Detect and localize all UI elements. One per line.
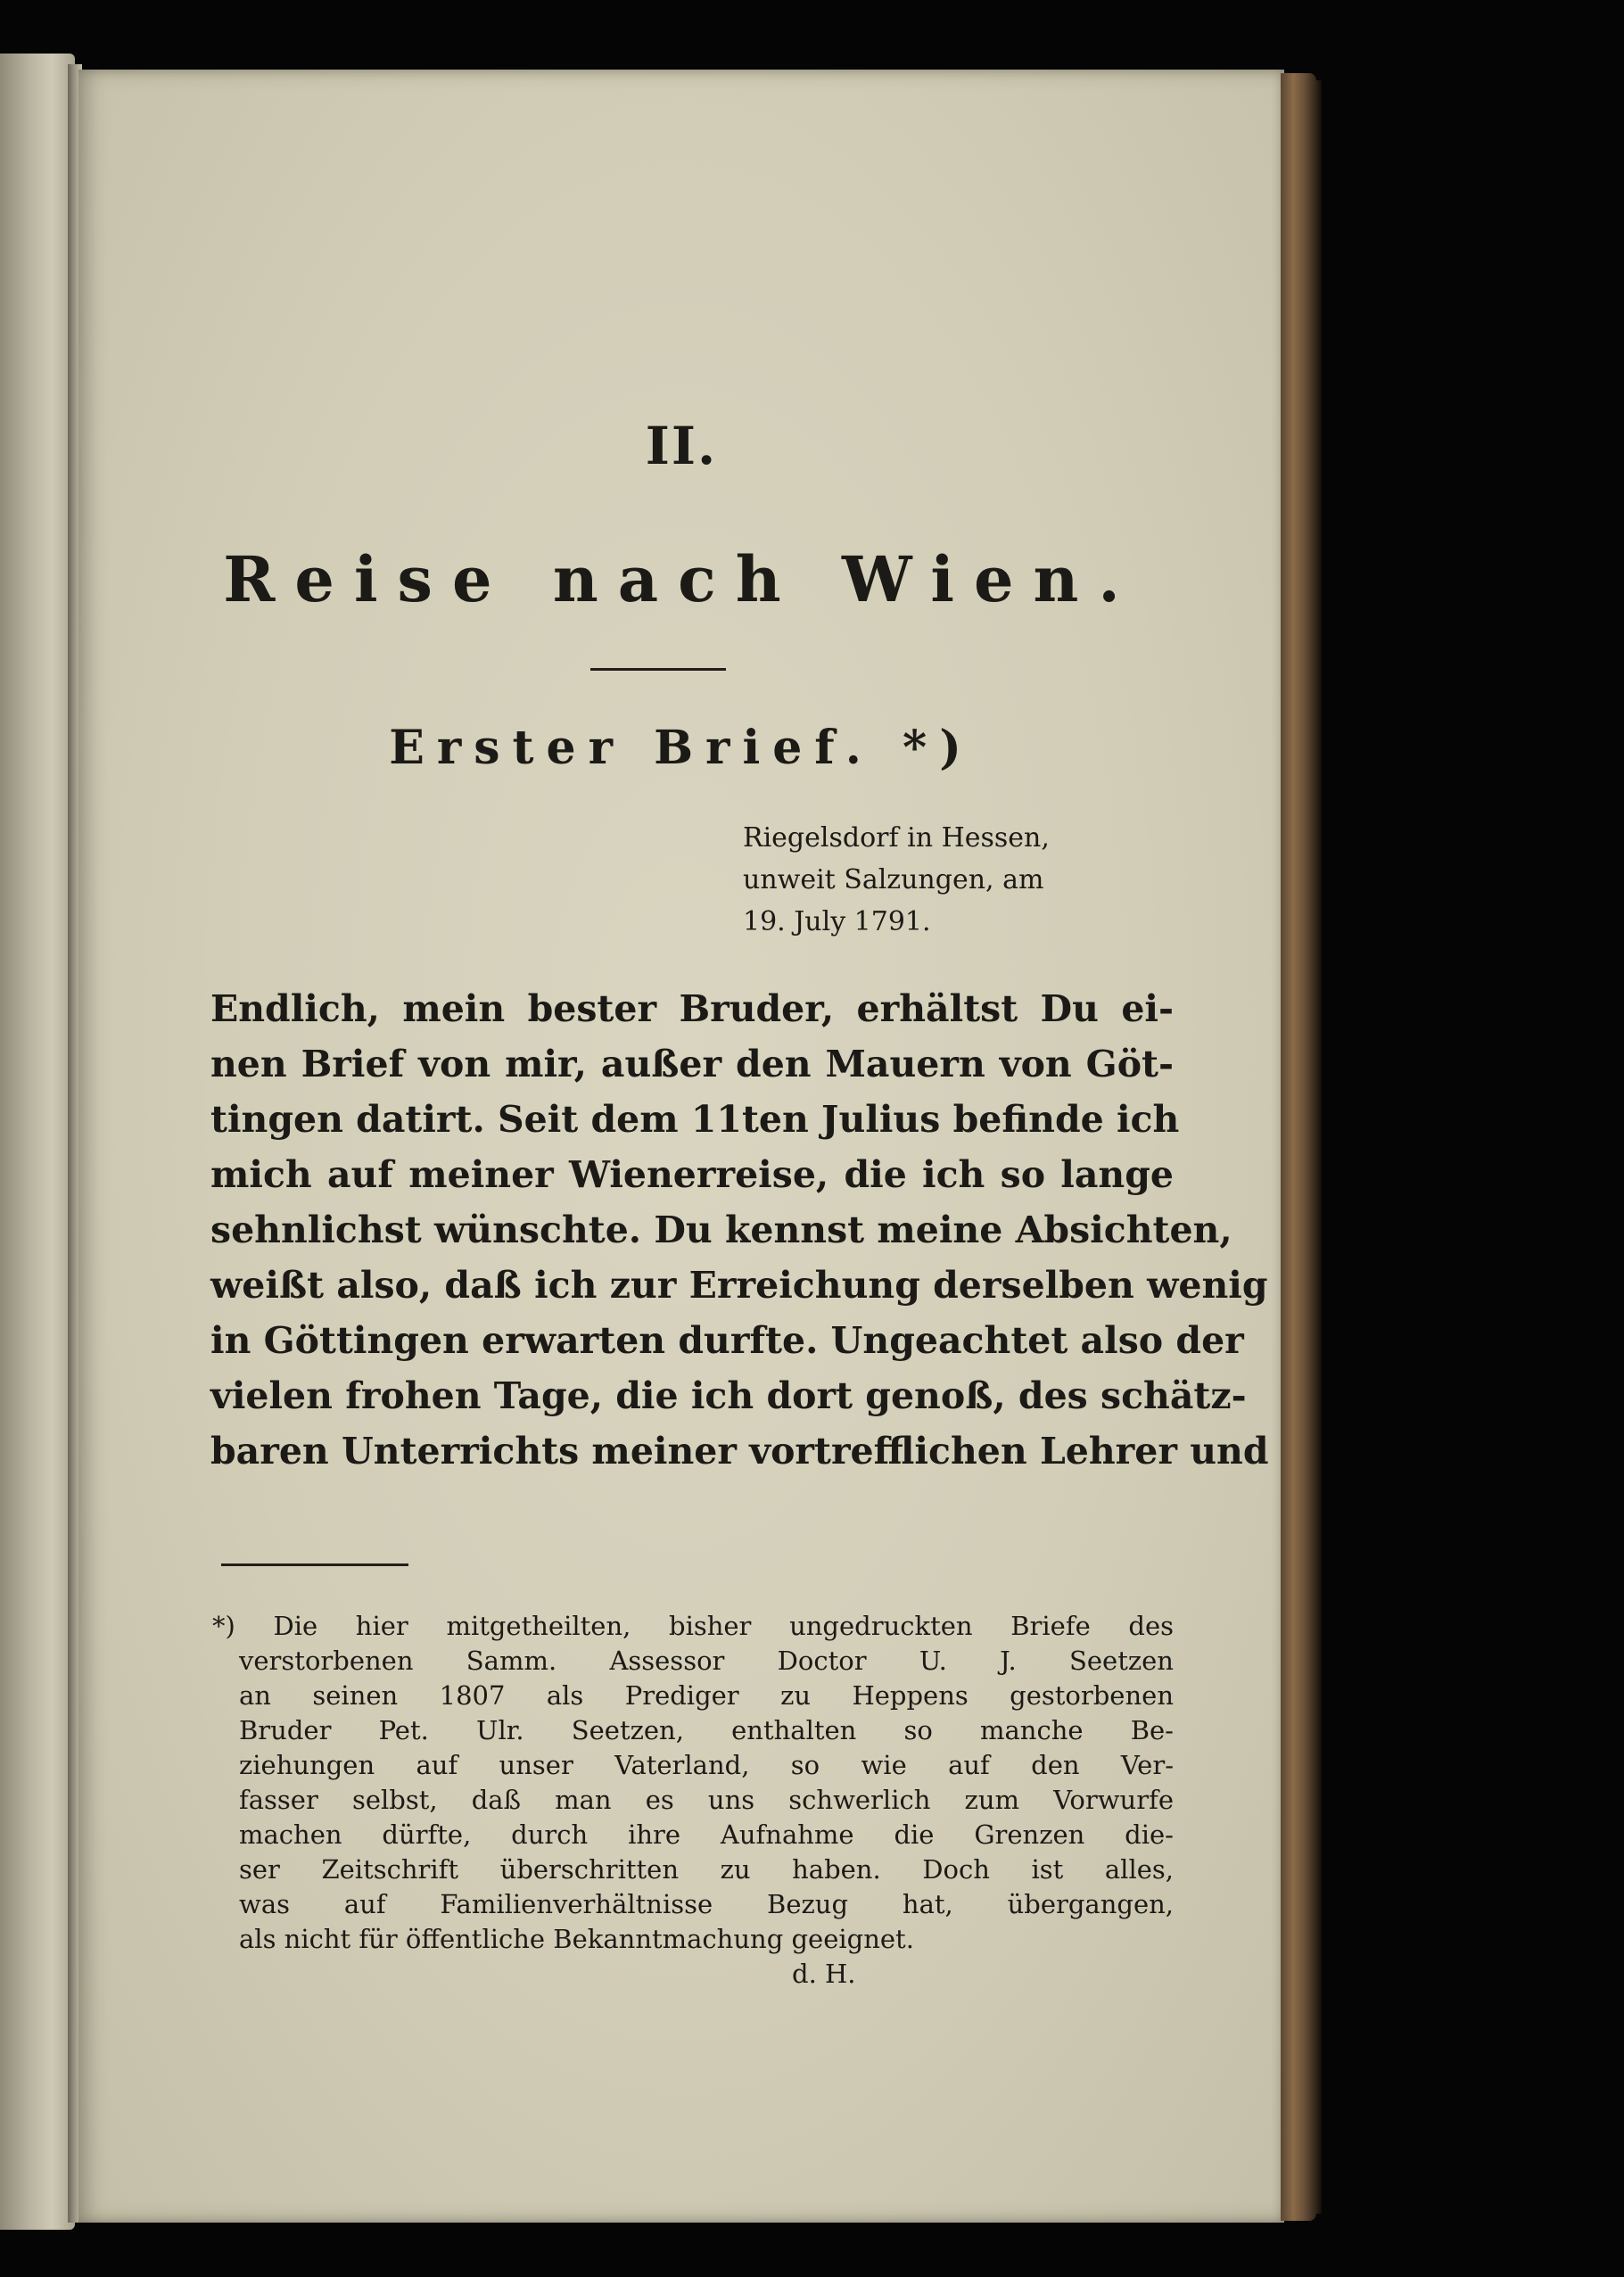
footnote-line: was auf Familienverhältnisse Bezug hat, übergangen,: [239, 1889, 1174, 1919]
letter-heading: Erster Brief. *): [389, 721, 974, 775]
footnote-line: Bruder Pet. Ulr. Seetzen, enthalten so manche Be-: [239, 1715, 1174, 1745]
footnote-line: als nicht für öffentliche Bekanntmachung geeignet.: [239, 1924, 914, 1954]
footnote-line: *) Die hier mitgetheilten, bisher ungedruckten Briefe des: [212, 1611, 1174, 1641]
dateline-line: 19. July 1791.: [743, 906, 931, 937]
footnote: [212, 1609, 1174, 1992]
body-text: [210, 981, 1269, 1479]
body-line: vielen frohen Tage, die ich dort genoß, des schätz-: [210, 1374, 1247, 1417]
footnote-line: verstorbenen Samm. Assessor Doctor U. J. Seetzen: [239, 1646, 1174, 1676]
dateline: [743, 817, 1171, 943]
book-spine-edge: [1315, 80, 1322, 2214]
footnote-line: an seinen 1807 als Prediger zu Heppens gestorbenen: [239, 1680, 1174, 1711]
body-line: in Göttingen erwarten durfte. Ungeachtet also der: [210, 1319, 1244, 1362]
chapter-title: Reise nach Wien.: [223, 542, 1140, 616]
footnote-signature: d. H.: [792, 1959, 856, 1989]
body-line: Endlich, mein bester Bruder, erhältst Du ei-: [210, 987, 1174, 1030]
chapter-number: II.: [645, 416, 718, 476]
book-page: [78, 70, 1284, 2223]
body-line: tingen datirt. Seit dem 11ten Julius befinde ich: [210, 1098, 1180, 1141]
book-spine: [1281, 73, 1316, 2221]
left-page-edge: [0, 54, 75, 2230]
body-line: nen Brief von mir, außer den Mauern von Göt-: [210, 1043, 1174, 1085]
footnote-line: machen dürfte, durch ihre Aufnahme die Grenzen die-: [239, 1819, 1174, 1850]
body-line: baren Unterrichts meiner vortrefflichen Lehrer und: [210, 1430, 1269, 1473]
body-line: sehnlichst wünschte. Du kennst meine Absichten,: [210, 1209, 1232, 1251]
footnote-line: ziehungen auf unser Vaterland, so wie auf den Ver-: [239, 1750, 1174, 1780]
footnote-rule: [221, 1563, 408, 1566]
body-line: weißt also, daß ich zur Erreichung derselben wenig: [210, 1264, 1268, 1307]
dateline-line: Riegelsdorf in Hessen,: [743, 822, 1050, 854]
footnote-line: fasser selbst, daß man es uns schwerlich zum Vorwurfe: [239, 1785, 1174, 1815]
footnote-line: ser Zeitschrift überschritten zu haben. Doch ist alles,: [239, 1854, 1174, 1885]
heading-rule: [590, 668, 726, 671]
body-line: mich auf meiner Wienerreise, die ich so lange: [210, 1153, 1174, 1196]
dateline-line: unweit Salzungen, am: [743, 864, 1044, 895]
